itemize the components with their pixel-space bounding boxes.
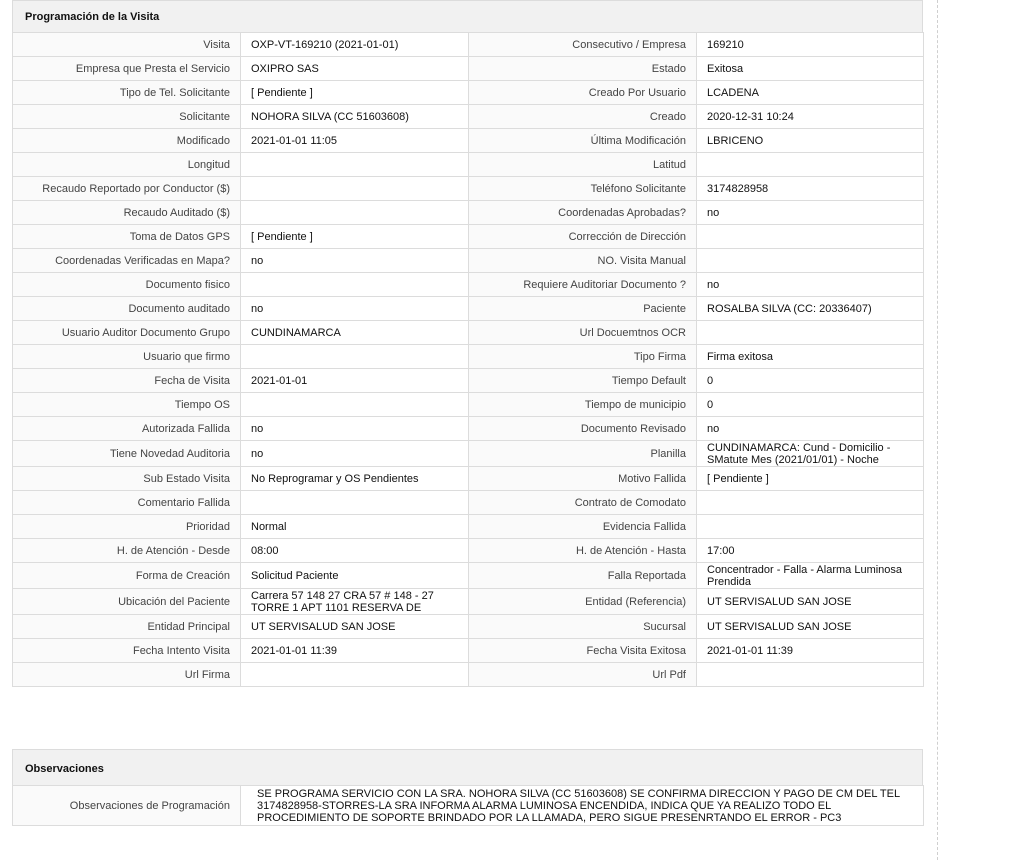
- detail-row: [13, 33, 924, 57]
- detail-row: [13, 321, 924, 345]
- field-label: Latitud: [469, 153, 697, 177]
- field-label: Motivo Fallida: [469, 467, 697, 491]
- field-label: H. de Atención - Desde: [13, 539, 241, 563]
- field-label: Fecha Intento Visita: [13, 639, 241, 663]
- field-label: Toma de Datos GPS: [13, 225, 241, 249]
- field-label: Entidad Principal: [13, 615, 241, 639]
- detail-row: [13, 563, 924, 589]
- field-value: [697, 491, 924, 515]
- detail-row: [13, 441, 924, 467]
- field-label: Evidencia Fallida: [469, 515, 697, 539]
- visit-programming-panel: [12, 0, 923, 687]
- detail-row: [13, 57, 924, 81]
- field-label: Creado: [469, 105, 697, 129]
- field-label: Empresa que Presta el Servicio: [13, 57, 241, 81]
- field-label: Estado: [469, 57, 697, 81]
- visit-details-table: [12, 32, 924, 687]
- detail-row: [13, 589, 924, 615]
- field-value: 2020-12-31 10:24: [697, 105, 924, 129]
- field-value: Carrera 57 148 27 CRA 57 # 148 - 27 TORRE 1 APT 1101 RESERVA DE: [241, 589, 469, 615]
- field-value: [241, 663, 469, 687]
- detail-row: [13, 273, 924, 297]
- detail-row: [13, 249, 924, 273]
- detail-row: [13, 393, 924, 417]
- field-label: Url Docuemtnos OCR: [469, 321, 697, 345]
- field-value: [ Pendiente ]: [241, 225, 469, 249]
- field-label: Sucursal: [469, 615, 697, 639]
- field-label: Creado Por Usuario: [469, 81, 697, 105]
- field-value: 169210: [697, 33, 924, 57]
- field-label: Teléfono Solicitante: [469, 177, 697, 201]
- field-value: 17:00: [697, 539, 924, 563]
- field-value: [ Pendiente ]: [241, 81, 469, 105]
- field-label: Requiere Auditoriar Documento ?: [469, 273, 697, 297]
- field-label: Recaudo Reportado por Conductor ($): [13, 177, 241, 201]
- field-value: Exitosa: [697, 57, 924, 81]
- detail-row: [13, 491, 924, 515]
- field-label: NO. Visita Manual: [469, 249, 697, 273]
- field-value: 2021-01-01 11:05: [241, 129, 469, 153]
- detail-row: [13, 345, 924, 369]
- field-value: [ Pendiente ]: [697, 467, 924, 491]
- detail-row: [13, 153, 924, 177]
- detail-row: [13, 663, 924, 687]
- field-value: [241, 201, 469, 225]
- observations-panel: [12, 749, 923, 826]
- field-value: no: [697, 273, 924, 297]
- field-label: Planilla: [469, 441, 697, 467]
- field-label: Falla Reportada: [469, 563, 697, 589]
- field-value: 2021-01-01: [241, 369, 469, 393]
- field-value: [697, 515, 924, 539]
- detail-row: [13, 201, 924, 225]
- field-value: No Reprogramar y OS Pendientes: [241, 467, 469, 491]
- field-label: Solicitante: [13, 105, 241, 129]
- detail-row: [13, 515, 924, 539]
- field-value: LCADENA: [697, 81, 924, 105]
- field-label: Documento fisico: [13, 273, 241, 297]
- detail-row: [13, 417, 924, 441]
- field-label: Usuario Auditor Documento Grupo: [13, 321, 241, 345]
- field-label: Paciente: [469, 297, 697, 321]
- field-label: Modificado: [13, 129, 241, 153]
- field-value: [241, 153, 469, 177]
- field-label: Comentario Fallida: [13, 491, 241, 515]
- field-value: [241, 345, 469, 369]
- detail-row: [13, 539, 924, 563]
- field-value: [241, 393, 469, 417]
- detail-row: [13, 105, 924, 129]
- field-value: 08:00: [241, 539, 469, 563]
- field-value: OXIPRO SAS: [241, 57, 469, 81]
- field-label: Tiene Novedad Auditoria: [13, 441, 241, 467]
- field-value: [697, 249, 924, 273]
- field-label: Url Pdf: [469, 663, 697, 687]
- field-value: [697, 225, 924, 249]
- field-label: Ubicación del Paciente: [13, 589, 241, 615]
- field-label: Entidad (Referencia): [469, 589, 697, 615]
- detail-row: [13, 297, 924, 321]
- visit-programming-title: Programación de la Visita: [12, 0, 923, 32]
- field-value: LBRICENO: [697, 129, 924, 153]
- observations-row: [13, 786, 924, 826]
- field-label: Autorizada Fallida: [13, 417, 241, 441]
- observations-title: Observaciones: [12, 749, 923, 785]
- field-value: no: [697, 417, 924, 441]
- field-value: [241, 177, 469, 201]
- detail-row: [13, 615, 924, 639]
- field-label: Url Firma: [13, 663, 241, 687]
- observations-value: SE PROGRAMA SERVICIO CON LA SRA. NOHORA SILVA (CC 51603608) SE CONFIRMA DIRECCION Y PAGO DE CM DEL TEL 3174828958-STORRES-LA SRA INFORMA ALARMA LUMINOSA ENCENDIDA, INDICA QUE YA REALIZO TODO EL PROCEDIMIENTO DE SOPORTE BRINDADO POR LA LLAMADA, PERO SIGUE PRESENRTANDO EL ERROR - PC3: [241, 786, 924, 826]
- field-label: Corrección de Dirección: [469, 225, 697, 249]
- detail-row: [13, 467, 924, 491]
- field-label: Tipo de Tel. Solicitante: [13, 81, 241, 105]
- field-value: no: [241, 441, 469, 467]
- field-value: Concentrador - Falla - Alarma Luminosa Prendida: [697, 563, 924, 589]
- field-label: Tipo Firma: [469, 345, 697, 369]
- field-label: Consecutivo / Empresa: [469, 33, 697, 57]
- observations-label: Observaciones de Programación: [13, 786, 241, 826]
- detail-row: [13, 225, 924, 249]
- detail-row: [13, 177, 924, 201]
- field-value: [697, 153, 924, 177]
- dashed-divider: [937, 0, 938, 860]
- field-value: OXP-VT-169210 (2021-01-01): [241, 33, 469, 57]
- field-value: CUNDINAMARCA: Cund - Domicilio - SMatute Mes (2021/01/01) - Noche: [697, 441, 924, 467]
- field-label: H. de Atención - Hasta: [469, 539, 697, 563]
- field-value: NOHORA SILVA (CC 51603608): [241, 105, 469, 129]
- field-value: Normal: [241, 515, 469, 539]
- field-value: [241, 273, 469, 297]
- field-label: Forma de Creación: [13, 563, 241, 589]
- field-label: Recaudo Auditado ($): [13, 201, 241, 225]
- field-value: 2021-01-01 11:39: [697, 639, 924, 663]
- field-label: Longitud: [13, 153, 241, 177]
- field-value: UT SERVISALUD SAN JOSE: [697, 589, 924, 615]
- field-value: UT SERVISALUD SAN JOSE: [697, 615, 924, 639]
- field-label: Contrato de Comodato: [469, 491, 697, 515]
- field-label: Fecha Visita Exitosa: [469, 639, 697, 663]
- field-value: 2021-01-01 11:39: [241, 639, 469, 663]
- field-label: Documento Revisado: [469, 417, 697, 441]
- field-value: 0: [697, 369, 924, 393]
- field-value: Solicitud Paciente: [241, 563, 469, 589]
- field-value: [241, 491, 469, 515]
- field-value: no: [697, 201, 924, 225]
- field-label: Tiempo de municipio: [469, 393, 697, 417]
- field-label: Coordenadas Aprobadas?: [469, 201, 697, 225]
- field-label: Tiempo Default: [469, 369, 697, 393]
- field-value: no: [241, 249, 469, 273]
- field-value: [697, 321, 924, 345]
- field-value: [697, 663, 924, 687]
- field-label: Tiempo OS: [13, 393, 241, 417]
- field-value: 0: [697, 393, 924, 417]
- field-label: Sub Estado Visita: [13, 467, 241, 491]
- field-value: ROSALBA SILVA (CC: 20336407): [697, 297, 924, 321]
- field-label: Usuario que firmo: [13, 345, 241, 369]
- detail-row: [13, 81, 924, 105]
- field-value: no: [241, 417, 469, 441]
- field-value: no: [241, 297, 469, 321]
- detail-row: [13, 129, 924, 153]
- detail-row: [13, 369, 924, 393]
- field-label: Coordenadas Verificadas en Mapa?: [13, 249, 241, 273]
- field-value: CUNDINAMARCA: [241, 321, 469, 345]
- observations-table: [12, 785, 924, 826]
- detail-row: [13, 639, 924, 663]
- field-value: UT SERVISALUD SAN JOSE: [241, 615, 469, 639]
- field-value: Firma exitosa: [697, 345, 924, 369]
- field-label: Última Modificación: [469, 129, 697, 153]
- field-label: Documento auditado: [13, 297, 241, 321]
- field-label: Visita: [13, 33, 241, 57]
- field-label: Fecha de Visita: [13, 369, 241, 393]
- field-label: Prioridad: [13, 515, 241, 539]
- field-value: 3174828958: [697, 177, 924, 201]
